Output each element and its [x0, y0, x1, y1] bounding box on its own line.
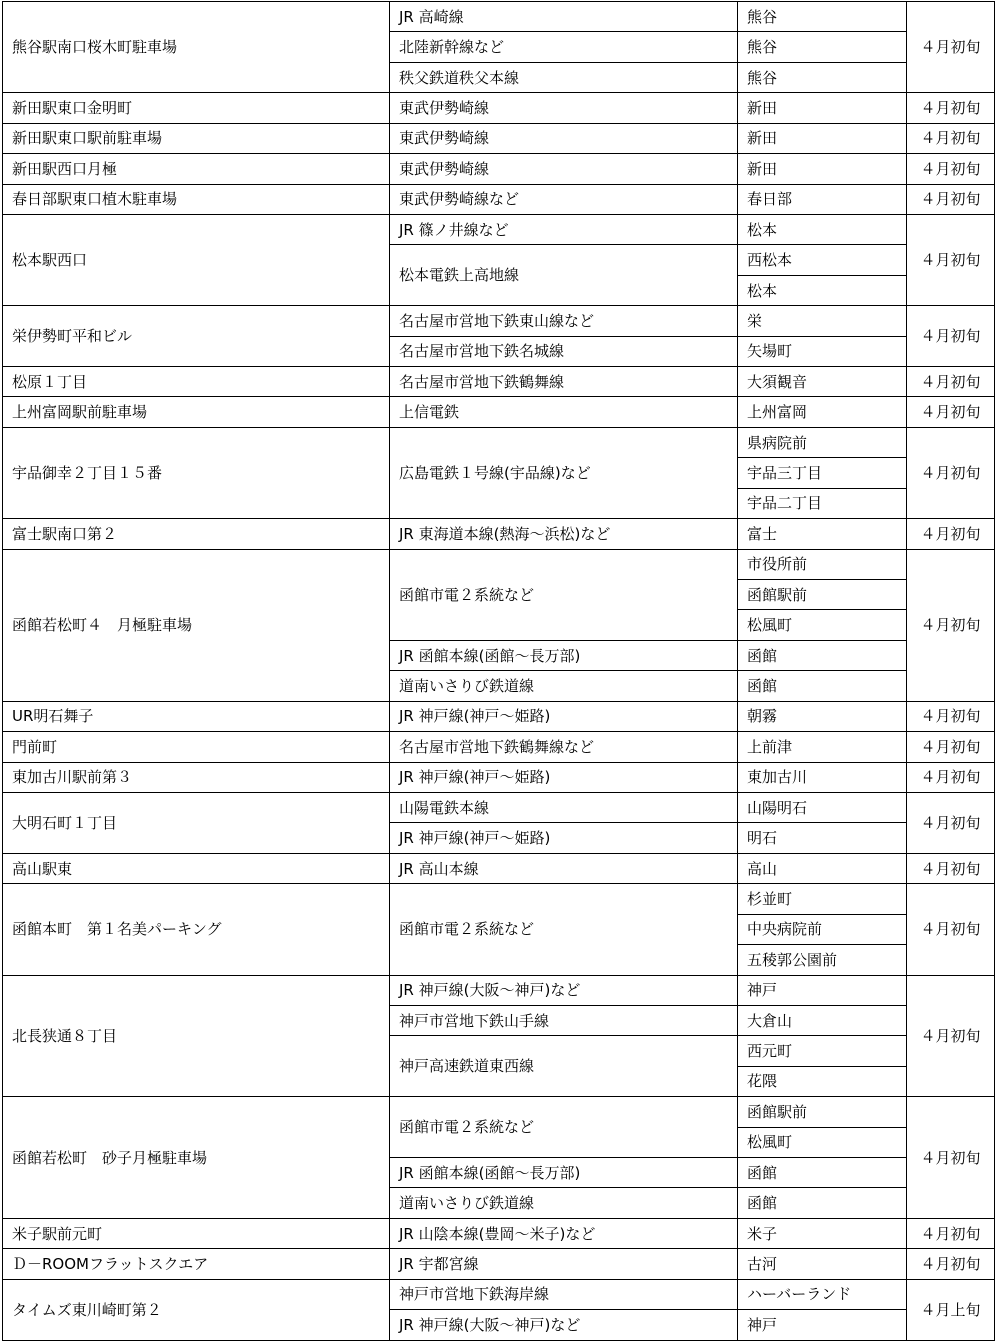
line-cell: JR 函館本線(函館～長万部) [390, 640, 738, 670]
start-period-cell: ４月初旬 [907, 884, 995, 975]
line-cell: 函館市電２系統など [390, 549, 738, 640]
start-period-cell: ４月初旬 [907, 975, 995, 1097]
station-cell: 山陽明石 [738, 792, 907, 822]
start-period-cell: ４月初旬 [907, 367, 995, 397]
line-cell: 秩父鉄道秩父本線 [390, 62, 738, 92]
parking-name-cell: 新田駅東口金明町 [3, 93, 390, 123]
line-cell: 函館市電２系統など [390, 884, 738, 975]
station-cell: 春日部 [738, 184, 907, 214]
station-cell: 五稜郭公園前 [738, 945, 907, 975]
station-cell: 西元町 [738, 1036, 907, 1066]
parking-table-body [3, 2, 995, 1341]
table-row [3, 397, 995, 427]
parking-name-cell: Ｄ－ROOMフラットスクエア [3, 1249, 390, 1279]
start-period-cell: ４月初旬 [907, 732, 995, 762]
station-cell: 朝霧 [738, 701, 907, 731]
start-period-cell: ４月初旬 [907, 397, 995, 427]
table-row [3, 884, 995, 914]
line-cell: 名古屋市営地下鉄鶴舞線など [390, 732, 738, 762]
table-row [3, 1097, 995, 1127]
parking-name-cell: UR明石舞子 [3, 701, 390, 731]
station-cell: 松風町 [738, 1127, 907, 1157]
station-cell: 大須観音 [738, 367, 907, 397]
parking-name-cell: 富士駅南口第２ [3, 519, 390, 549]
station-cell: 富士 [738, 519, 907, 549]
station-cell: 熊谷 [738, 62, 907, 92]
station-cell: 熊谷 [738, 32, 907, 62]
table-row [3, 732, 995, 762]
parking-name-cell: 高山駅東 [3, 853, 390, 883]
station-cell: 函館駅前 [738, 580, 907, 610]
station-cell: 矢場町 [738, 336, 907, 366]
station-cell: 花隈 [738, 1066, 907, 1096]
start-period-cell: ４月初旬 [907, 1097, 995, 1219]
station-cell: 新田 [738, 93, 907, 123]
table-row [3, 549, 995, 579]
line-cell: JR 高崎線 [390, 2, 738, 32]
line-cell: JR 神戸線(神戸～姫路) [390, 762, 738, 792]
start-period-cell: ４月初旬 [907, 762, 995, 792]
line-cell: 東武伊勢崎線 [390, 123, 738, 153]
table-row [3, 184, 995, 214]
start-period-cell: ４月初旬 [907, 701, 995, 731]
station-cell: 市役所前 [738, 549, 907, 579]
start-period-cell: ４月初旬 [907, 519, 995, 549]
station-cell: 西松本 [738, 245, 907, 275]
station-cell: 宇品三丁目 [738, 458, 907, 488]
parking-name-cell: 新田駅西口月極 [3, 154, 390, 184]
station-cell: 函館 [738, 1188, 907, 1218]
line-cell: 山陽電鉄本線 [390, 792, 738, 822]
station-cell: 古河 [738, 1249, 907, 1279]
table-row [3, 427, 995, 457]
table-row [3, 701, 995, 731]
station-cell: 上州富岡 [738, 397, 907, 427]
start-period-cell: ４月初旬 [907, 853, 995, 883]
parking-name-cell: 松本駅西口 [3, 214, 390, 305]
line-cell: 広島電鉄１号線(宇品線)など [390, 427, 738, 518]
station-cell: 高山 [738, 853, 907, 883]
station-cell: 宇品二丁目 [738, 488, 907, 518]
line-cell: JR 東海道本線(熱海～浜松)など [390, 519, 738, 549]
line-cell: 神戸市営地下鉄山手線 [390, 1005, 738, 1035]
start-period-cell: ４月初旬 [907, 2, 995, 93]
table-row [3, 853, 995, 883]
start-period-cell: ４月上旬 [907, 1279, 995, 1340]
line-cell: 道南いさりび鉄道線 [390, 1188, 738, 1218]
start-period-cell: ４月初旬 [907, 427, 995, 518]
table-row [3, 154, 995, 184]
parking-name-cell: 栄伊勢町平和ビル [3, 306, 390, 367]
station-cell: 函館 [738, 1158, 907, 1188]
line-cell: JR 山陰本線(豊岡～米子)など [390, 1218, 738, 1248]
parking-name-cell: 東加古川駅前第３ [3, 762, 390, 792]
parking-name-cell: タイムズ東川崎町第２ [3, 1279, 390, 1340]
table-row [3, 1279, 995, 1309]
table-row [3, 214, 995, 244]
station-cell: 熊谷 [738, 2, 907, 32]
start-period-cell: ４月初旬 [907, 93, 995, 123]
line-cell: JR 神戸線(神戸～姫路) [390, 701, 738, 731]
parking-name-cell: 上州富岡駅前駐車場 [3, 397, 390, 427]
station-cell: 中央病院前 [738, 914, 907, 944]
table-row [3, 975, 995, 1005]
line-cell: JR 篠ノ井線など [390, 214, 738, 244]
table-row [3, 367, 995, 397]
start-period-cell: ４月初旬 [907, 214, 995, 305]
parking-name-cell: 熊谷駅南口桜木町駐車場 [3, 2, 390, 93]
line-cell: 名古屋市営地下鉄名城線 [390, 336, 738, 366]
line-cell: 神戸高速鉄道東西線 [390, 1036, 738, 1097]
start-period-cell: ４月初旬 [907, 549, 995, 701]
table-row [3, 93, 995, 123]
line-cell: 函館市電２系統など [390, 1097, 738, 1158]
station-cell: 新田 [738, 154, 907, 184]
line-cell: 名古屋市営地下鉄鶴舞線 [390, 367, 738, 397]
parking-name-cell: 函館本町 第１名美パーキング [3, 884, 390, 975]
table-row [3, 519, 995, 549]
station-cell: 函館 [738, 671, 907, 701]
line-cell: 神戸市営地下鉄海岸線 [390, 1279, 738, 1309]
table-row [3, 792, 995, 822]
parking-name-cell: 春日部駅東口植木駐車場 [3, 184, 390, 214]
parking-name-cell: 門前町 [3, 732, 390, 762]
parking-name-cell: 松原１丁目 [3, 367, 390, 397]
line-cell: JR 神戸線(大阪～神戸)など [390, 1310, 738, 1341]
parking-name-cell: 函館若松町 砂子月極駐車場 [3, 1097, 390, 1219]
table-row [3, 1218, 995, 1248]
line-cell: 名古屋市営地下鉄東山線など [390, 306, 738, 336]
station-cell: 神戸 [738, 975, 907, 1005]
start-period-cell: ４月初旬 [907, 123, 995, 153]
parking-name-cell: 北長狭通８丁目 [3, 975, 390, 1097]
station-cell: 県病院前 [738, 427, 907, 457]
line-cell: 道南いさりび鉄道線 [390, 671, 738, 701]
line-cell: JR 神戸線(神戸～姫路) [390, 823, 738, 853]
line-cell: 北陸新幹線など [390, 32, 738, 62]
parking-name-cell: 大明石町１丁目 [3, 792, 390, 853]
line-cell: JR 宇都宮線 [390, 1249, 738, 1279]
start-period-cell: ４月初旬 [907, 1218, 995, 1248]
parking-table [2, 1, 995, 1341]
station-cell: 松本 [738, 214, 907, 244]
start-period-cell: ４月初旬 [907, 792, 995, 853]
station-cell: 函館駅前 [738, 1097, 907, 1127]
parking-name-cell: 新田駅東口駅前駐車場 [3, 123, 390, 153]
table-row [3, 1249, 995, 1279]
line-cell: 東武伊勢崎線 [390, 93, 738, 123]
table-row [3, 762, 995, 792]
table-row [3, 306, 995, 336]
station-cell: 新田 [738, 123, 907, 153]
parking-name-cell: 函館若松町４ 月極駐車場 [3, 549, 390, 701]
line-cell: JR 函館本線(函館～長万部) [390, 1158, 738, 1188]
parking-name-cell: 宇品御幸２丁目１５番 [3, 427, 390, 518]
station-cell: 上前津 [738, 732, 907, 762]
line-cell: JR 神戸線(大阪～神戸)など [390, 975, 738, 1005]
station-cell: 大倉山 [738, 1005, 907, 1035]
table-row [3, 2, 995, 32]
line-cell: 上信電鉄 [390, 397, 738, 427]
start-period-cell: ４月初旬 [907, 184, 995, 214]
station-cell: ハーバーランド [738, 1279, 907, 1309]
station-cell: 明石 [738, 823, 907, 853]
start-period-cell: ４月初旬 [907, 1249, 995, 1279]
start-period-cell: ４月初旬 [907, 306, 995, 367]
line-cell: 東武伊勢崎線など [390, 184, 738, 214]
start-period-cell: ４月初旬 [907, 154, 995, 184]
station-cell: 松風町 [738, 610, 907, 640]
station-cell: 函館 [738, 640, 907, 670]
station-cell: 杉並町 [738, 884, 907, 914]
station-cell: 米子 [738, 1218, 907, 1248]
parking-name-cell: 米子駅前元町 [3, 1218, 390, 1248]
station-cell: 神戸 [738, 1310, 907, 1341]
line-cell: 松本電鉄上高地線 [390, 245, 738, 306]
station-cell: 東加古川 [738, 762, 907, 792]
station-cell: 松本 [738, 275, 907, 305]
station-cell: 栄 [738, 306, 907, 336]
line-cell: 東武伊勢崎線 [390, 154, 738, 184]
table-row [3, 123, 995, 153]
line-cell: JR 高山本線 [390, 853, 738, 883]
